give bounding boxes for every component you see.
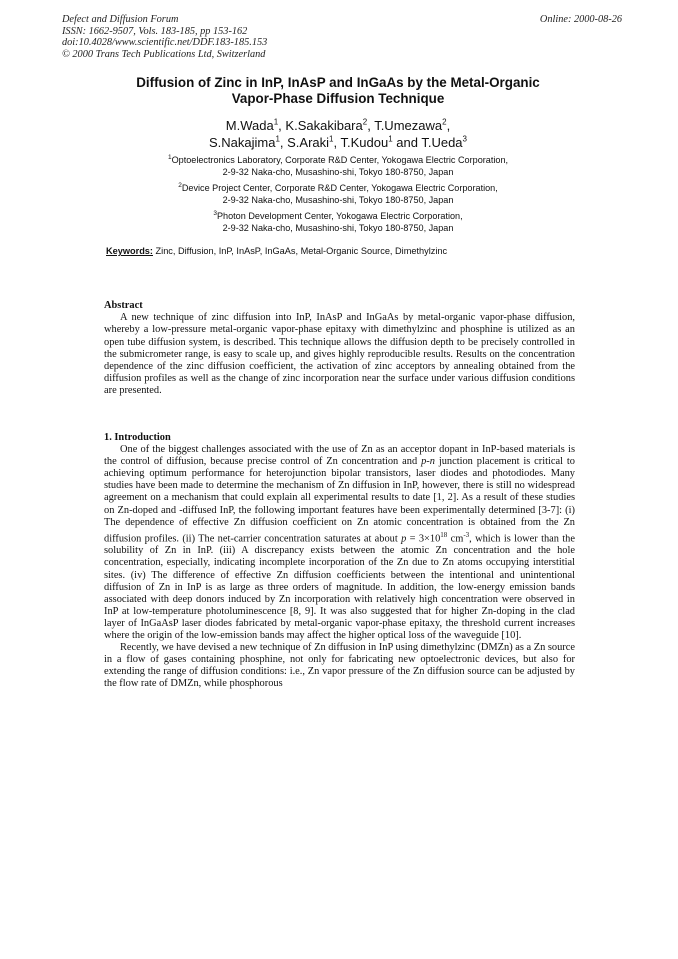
doi-line: doi:10.4028/www.scientific.net/DDF.183-185.153	[62, 37, 268, 49]
author-affil-mark: 1	[273, 117, 279, 127]
author-affil-mark: 1	[275, 134, 280, 144]
abstract-text: A new technique of zinc diffusion into InP, InAsP and InGaAs by metal-organic vapor-phase diffusion, whereby a low-pressure metal-organic vapor-phase epitaxy with dimethylzinc and phosphine is utilized as an open tube diffusion system, is described. This technique allows the diffusion depth to be precisely controlled in the submicrometer range, is easy to scale up, and gives highly reproducible results. Results on the concentration dependence of the zinc diffusion coefficient, the activation of zinc acceptors by annealing obtained from the diffusion profiles as well as the change of zinc incorporation near the surface under various diffusion conditions are presented.	[104, 312, 575, 397]
affil-mark: 3	[213, 209, 217, 217]
author-affil-mark: 3	[462, 134, 467, 144]
intro-paragraph-1	[104, 444, 575, 642]
text-run: , which is lower than the solubility of Zn in InP. (iii) A discrepancy exists between the atomic Zn concentration and the hole concentration, especially, indicating incomplete incorporation of the Zn due to Zn atoms occupying interstitial sites. (iv) The difference of effective Zn diffusion coefficients between the intentional and unintentional diffusion of Zn in InP is as large as three orders of magnitude. In addition, the low-energy emission bands associated with deep donors induced by Zn incorporation with relatively high concentration were observed in InP at low-temperature photoluminescence [8, 9]. It was also suggested that for higher Zn-doping in the clad layer of InGaAsP laser diodes fabricated by metal-organic vapor-phase epitaxy, the threshold current increases where the origin of the low-emission bands may affect the higher optical loss of the waveguide [10].	[104, 533, 575, 641]
author-name: T.Ueda	[421, 134, 463, 150]
author-list	[90, 118, 586, 151]
author-sep: ,	[279, 134, 288, 150]
text-run: cm	[447, 533, 464, 545]
author-name: S.Nakajima	[208, 134, 276, 150]
affiliation-2	[90, 183, 586, 206]
affiliation-3	[90, 211, 586, 234]
keywords	[106, 245, 576, 257]
affil-line: Device Project Center, Corporate R&D Center, Yokogawa Electric Corporation,	[181, 183, 498, 193]
text-run: junction placement is critical to achieving optimum performance for heterojunction bipolar transistors, laser diodes and photodiodes. Many studies have been made to determine the mechanism of Zn diffusion in InP, however, there is still no widespread agreement on a mechanism that could explain all experimental results to date [1, 2]. As a result of these studies on Zn-doped and -diffused InP, the following important features have been experimentally determined [3-7]: (i) The dependence of effective Zn diffusion coefficient on Zn atomic concentration is obtained from the Zn diffusion profiles. (ii) The net-carrier concentration saturates at about	[104, 456, 576, 545]
author-name: K.Sakakibara	[285, 118, 363, 133]
text-run-italic: p-n	[421, 456, 435, 468]
author-name: T.Kudou	[340, 134, 389, 150]
introduction-heading: 1. Introduction	[104, 432, 171, 443]
keywords-label: Keywords:	[106, 246, 153, 256]
author-and: and	[392, 134, 422, 150]
author-sep: ,	[367, 118, 375, 133]
affil-line: Photon Development Center, Yokogawa Electric Corporation,	[216, 211, 463, 221]
author-affil-mark: 1	[329, 134, 334, 144]
text-run: One of the biggest challenges associated with the use of Zn as an acceptor dopant in InP-based materials is the control of diffusion, because precise control of Zn concentration and	[104, 444, 575, 468]
affil-mark: 2	[178, 181, 182, 189]
superscript: 18	[440, 530, 448, 539]
author-line-2	[90, 135, 586, 152]
affil-line: Optoelectronics Laboratory, Corporate R&D Center, Yokogawa Electric Corporation,	[171, 155, 509, 165]
affil-mark: 1	[167, 153, 172, 161]
author-name: T.Umezawa	[374, 118, 443, 133]
affil-address: 2-9-32 Naka-cho, Musashino-shi, Tokyo 180-8750, Japan	[222, 194, 454, 205]
issn-line: ISSN: 1662-9507, Vols. 183-185, pp 153-162	[62, 25, 248, 37]
affil-address: 2-9-32 Naka-cho, Musashino-shi, Tokyo 180-8750, Japan	[222, 222, 454, 233]
text-run-italic: p	[401, 533, 407, 545]
journal-name: Defect and Diffusion Forum	[62, 14, 179, 25]
affil-address: 2-9-32 Naka-cho, Musashino-shi, Tokyo 180-8750, Japan	[222, 166, 454, 177]
intro-paragraph-2: Recently, we have devised a new technique of Zn diffusion in InP using dimethylzinc (DMZn) as a Zn source in a flow of gases containing phosphine, not only for fabricating new optoelectronic devices, but also for extending the range of diffusion conditions: i.e., Zn vapor pressure of the Zn diffusion source can be adjusted by the flow rate of DMZn, while phosphorous	[104, 642, 575, 690]
author-name: S.Araki	[287, 134, 330, 150]
author-sep: ,	[333, 134, 341, 150]
copyright-line: © 2000 Trans Tech Publications Ltd, Switzerland	[62, 48, 266, 60]
affiliation-1	[90, 155, 586, 178]
keywords-list: Zinc, Diffusion, InP, InAsP, InGaAs, Metal-Organic Source, Dimethylzinc	[155, 246, 448, 256]
paper-title	[90, 75, 586, 107]
introduction-section	[104, 432, 575, 690]
online-date: Online: 2000-08-26	[539, 14, 622, 25]
author-affil-mark: 2	[442, 117, 447, 127]
title-line-2: Vapor-Phase Diffusion Technique	[231, 91, 445, 106]
abstract-heading: Abstract	[104, 300, 143, 311]
author-affil-mark: 2	[362, 117, 368, 127]
author-affil-mark: 1	[388, 134, 393, 144]
author-name: M.Wada	[225, 118, 274, 133]
title-line-1: Diffusion of Zinc in InP, InAsP and InGaAs by the Metal-Organic	[136, 75, 540, 90]
author-sep: ,	[446, 118, 451, 133]
author-line-1	[90, 118, 586, 135]
journal-header	[62, 14, 622, 60]
text-run: = 3×10	[406, 533, 441, 545]
author-sep: ,	[278, 118, 286, 133]
superscript: -3	[463, 530, 470, 539]
abstract-section	[104, 300, 575, 398]
